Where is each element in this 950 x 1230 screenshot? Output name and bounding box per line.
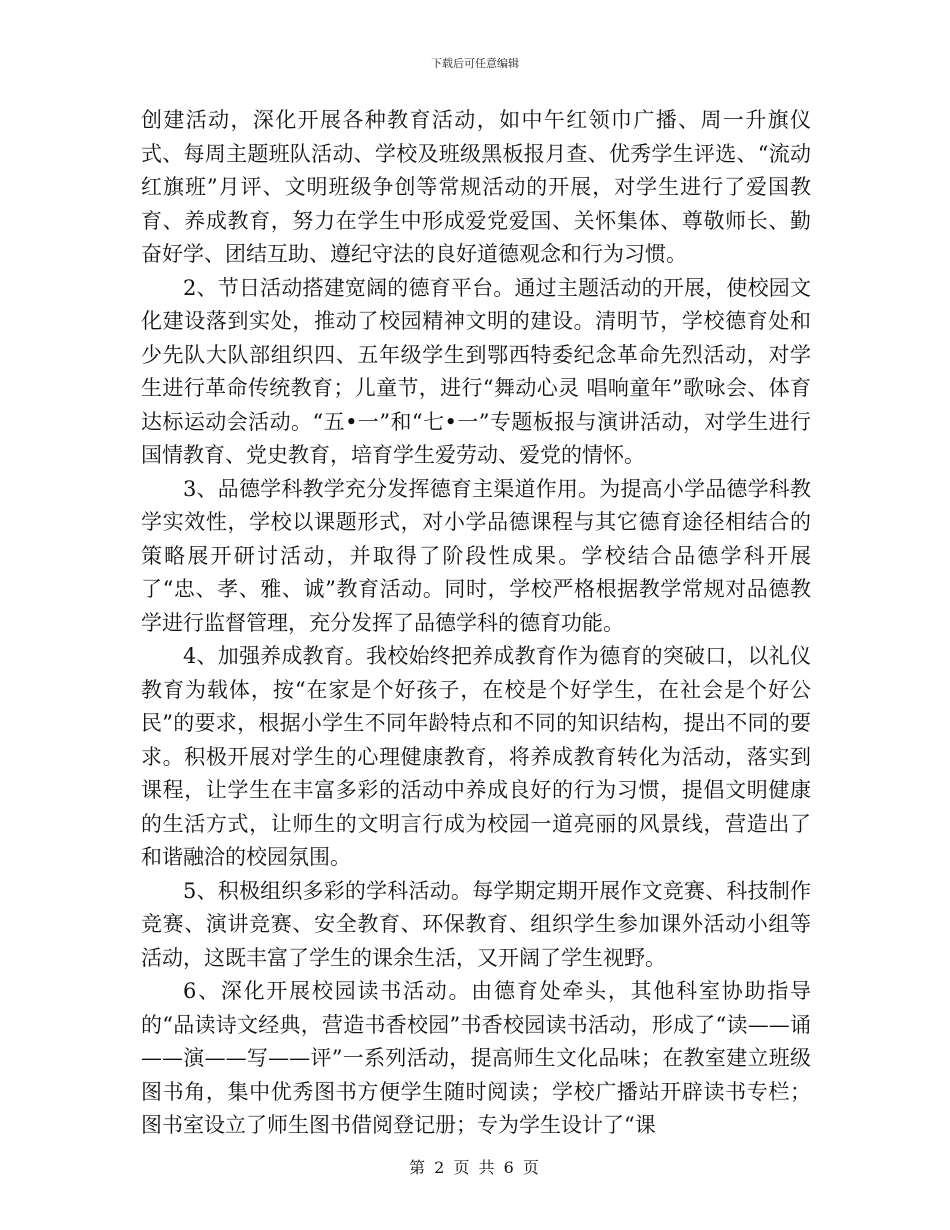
paragraph-festival-activities: 2、节日活动搭建宽阔的德育平台。通过主题活动的开展，使校园文化建设落到实处，推动了校园精神文明的建设。清明节，学校德育处和少先队大队部组织四、五年级学生到鄂西特委纪念革命先烈活动，对学生进行革命传统教育；儿童节，进行“舞动心灵 唱响童年”歌咏会、体育达标运动会活动。“五•一”和“七•一”专题板报与演讲活动，对学生进行国情教育、党史教育，培育学生爱劳动、爱党的情怀。 [141, 275, 811, 467]
page-number: 第 2 页 共 6 页 [409, 1158, 541, 1177]
paragraph-subject-activities: 5、积极组织多彩的学科活动。每学期定期开展作文竞赛、科技制作竞赛、演讲竞赛、安全教育、环保教育、组织学生参加课外活动小组等活动，这既丰富了学生的课余生活，又开阔了学生视野。 [141, 878, 811, 970]
document-body [141, 104, 811, 1143]
paragraph-continued: 创建活动，深化开展各种教育活动，如中午红领巾广播、周一升旗仪式、每周主题班队活动、学校及班级黑板报月查、优秀学生评选、“流动红旗班”月评、文明班级争创等常规活动的开展，对学生进行了爱国教育、养成教育，努力在学生中形成爱党爱国、关怀集体、尊敬师长、勤奋好学、团结互助、遵纪守法的良好道德观念和行为习惯。 [141, 108, 811, 266]
page-header: 下载后可任意编辑 [431, 57, 519, 70]
paragraph-habit-education: 4、加强养成教育。我校始终把养成教育作为德育的突破口，以礼仪教育为载体，按“在家是个好孩子，在校是个好学生，在社会是个好公民”的要求，根据小学生不同年龄特点和不同的知识结构，提出不同的要求。积极开展对学生的心理健康教育，将养成教育转化为活动，落实到课程，让学生在丰富多彩的活动中养成良好的行为习惯，提倡文明健康的生活方式，让师生的文明言行成为校园一道亮丽的风景线，营造出了和谐融洽的校园氛围。 [141, 644, 811, 869]
paragraph-reading-activities: 6、深化开展校园读书活动。由德育处牵头，其他科室协助指导的“品读诗文经典，营造书香校园”书香校园读书活动，形成了“读——诵——演——写——评”一系列活动，提高师生文化品味；在教室建立班级图书角，集中优秀图书方便学生随时阅读；学校广播站开辟读书专栏；图书室设立了师生图书借阅登记册；专为学生设计了“课 [141, 979, 811, 1137]
paragraph-moral-education-subject: 3、品德学科教学充分发挥德育主渠道作用。为提高小学品德学科教学实效性，学校以课题形式，对小学品德课程与其它德育途径相结合的策略展开研讨活动，并取得了阶段性成果。学校结合品德学科开展了“忠、孝、雅、诚”教育活动。同时，学校严格根据教学常规对品德教学进行监督管理，充分发挥了品德学科的德育功能。 [141, 476, 811, 635]
